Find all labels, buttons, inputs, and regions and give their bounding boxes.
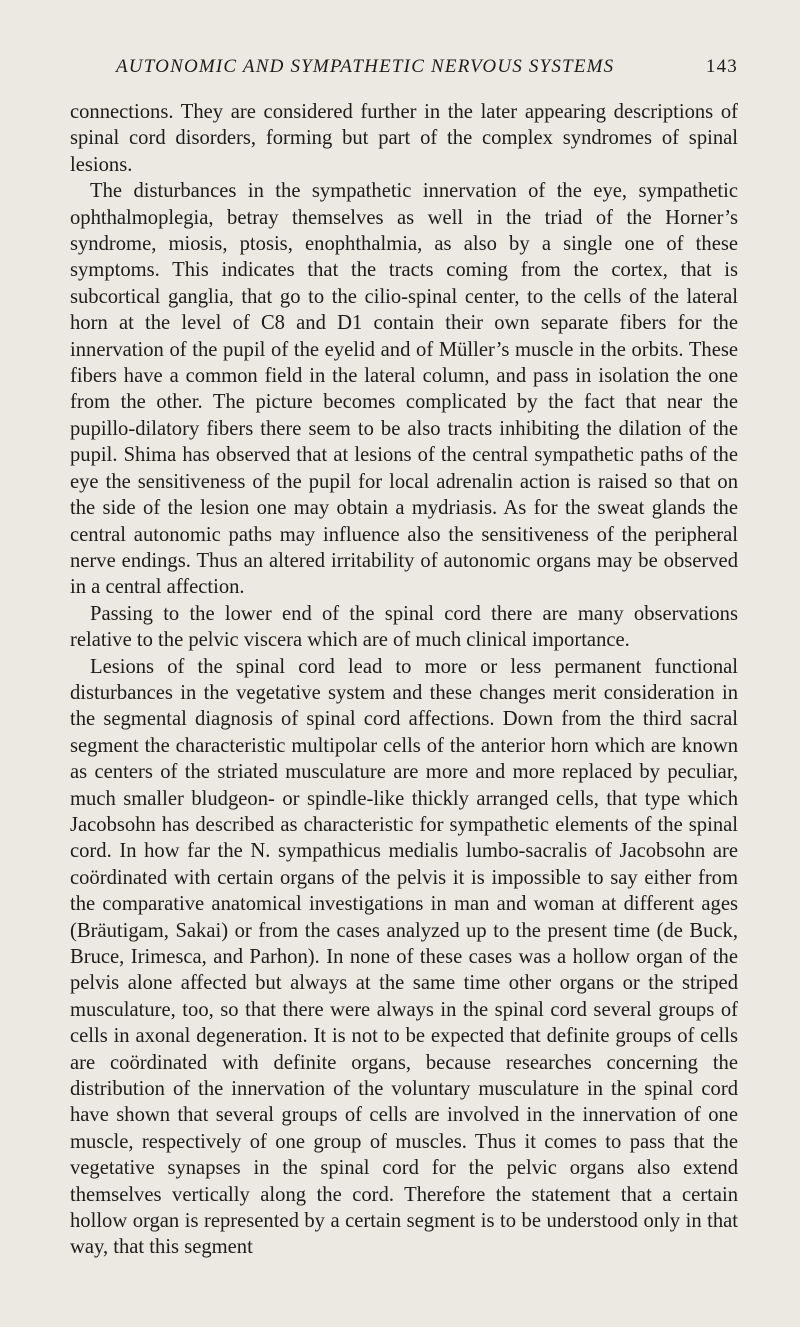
page-number: 143 <box>705 56 738 77</box>
book-page <box>70 56 738 1261</box>
paragraph-continued: connections. They are considered further in the later appearing descriptions of spinal cord disorders, forming but part of the complex syndromes of spinal lesions. <box>70 101 738 176</box>
running-head <box>70 56 738 78</box>
running-title: AUTONOMIC AND SYMPATHETIC NERVOUS SYSTEMS <box>116 56 615 77</box>
paragraph-sympathetic-eye: The disturbances in the sympathetic innervation of the eye, sympathetic ophthalmoplegia, betray themselves as well in the triad of the Horner’s syndrome, miosis, ptosis, enophthalmia, as also by a single one of these symptoms. This indicates that the tracts coming from the cortex, that is subcortical ganglia, that go to the cilio-spinal center, to the cells of the lateral horn at the level of C8 and D1 contain their own separate fibers for the innervation of the pupil of the eyelid and of Müller’s muscle in the orbits. These fibers have a common field in the lateral column, and pass in isolation the one from the other. The picture becomes complicated by the fact that near the pupillo-dilatory fibers there seem to be also tracts inhibiting the dilation of the pupil. Shima has observed that at lesions of the central sympathetic paths of the eye the sensitiveness of the pupil for local adrenalin action is raised so that on the side of the lesion one may obtain a mydriasis. As for the sweat glands the central autonomic paths may influence also the sensitiveness of the peripheral nerve endings. Thus an altered irritability of autonomic organs may be observed in a central affection. <box>70 180 738 599</box>
paragraph-spinal-lesions: Lesions of the spinal cord lead to more or less permanent functional disturbances in the vegetative system and these changes merit consideration in the segmental diagnosis of spinal cord affections. Down from the third sacral segment the characteristic multipolar cells of the anterior horn which are known as centers of the striated musculature are more and more replaced by peculiar, much smaller bludgeon- or spindle-like thickly arranged cells, that type which Jacobsohn has described as characteristic for sympathetic elements of the spinal cord. In how far the N. sympathicus medialis lumbo-sacralis of Jacobsohn are coördinated with certain organs of the pelvis it is impossible to say either from the comparative anatomical investigations in man and woman at different ages (Bräutigam, Sakai) or from the cases analyzed up to the present time (de Buck, Bruce, Irimesca, and Parhon). In none of these cases was a hollow organ of the pelvis alone affected but always at the same time other organs or the striped musculature, too, so that there were always in the spinal cord several groups of cells in axonal degeneration. It is not to be expected that definite groups of cells are coördinated with definite organs, because researches concerning the distribution of the innervation of the voluntary musculature in the spinal cord have shown that several groups of cells are involved in the innervation of one muscle, respectively of one group of muscles. Thus it comes to pass that the vegetative synapses in the spinal cord for the pelvic organs also extend themselves vertically along the cord. Therefore the statement that a certain hollow organ is represented by a certain segment is to be understood only in that way, that this segment <box>70 655 738 1259</box>
body-text <box>70 99 738 1261</box>
paragraph-pelvic-viscera: Passing to the lower end of the spinal cord there are many observations relative to the pelvic viscera which are of much clinical importance. <box>70 602 738 652</box>
